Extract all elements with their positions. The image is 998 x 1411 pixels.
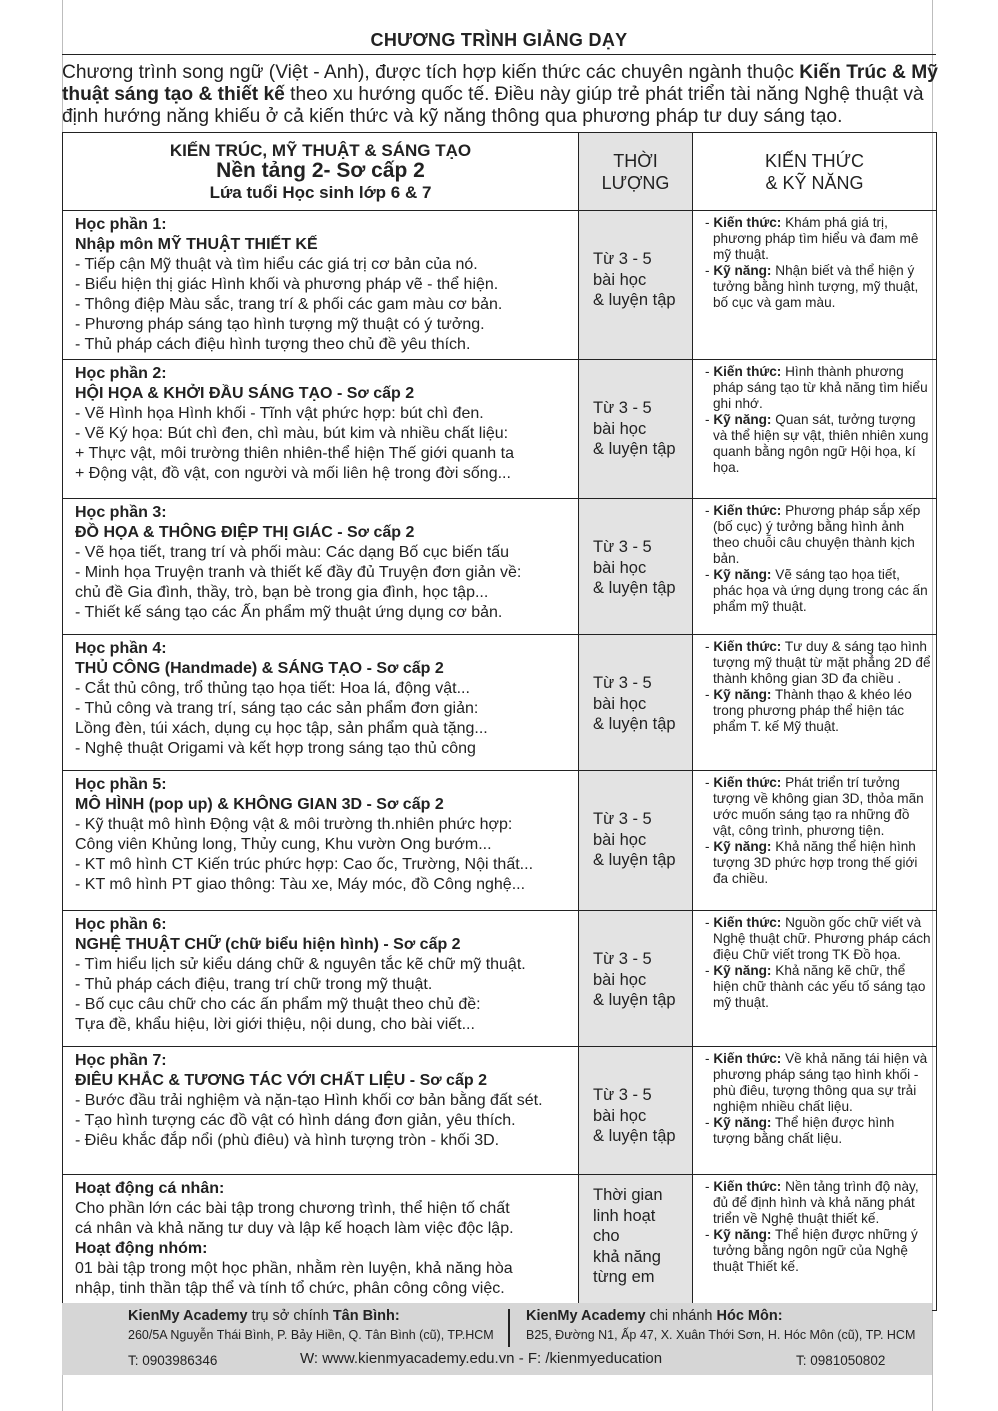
header-knowledge-b: & KỸ NĂNG (765, 172, 864, 193)
duration-line: & luyện tập (593, 991, 676, 1009)
knowledge-desc: Nguồn gốc chữ viết và Nghệ thuật chữ. Phương pháp cách điệu Chữ viết trong TK Đồ họa. (713, 915, 931, 962)
duration-line: & luyện tập (593, 579, 676, 597)
module-title: NGHỆ THUẬT CHỮ (chữ biểu hiện hình) - Sơ cấp 2 (75, 936, 461, 953)
module-item: - Cắt thủ công, trổ thủng tạo họa tiết: Hoa lá, động vật... (75, 680, 470, 697)
intro-paragraph (62, 62, 948, 128)
module-item: - Phương pháp sáng tạo hình tượng mỹ thuật có ý tưởng. (75, 316, 485, 333)
knowledge-desc: Tư duy & sáng tạo hình tượng mỹ thuật từ mặt phẳng 2D để thành không gian 3D đa chiều . (713, 639, 931, 686)
skill-text: - Kỹ năng: Vẽ sáng tạo họa tiết, phác họa và ứng dụng trong các ấn phẩm mỹ thuật. (705, 567, 928, 614)
knowledge-desc: Về khả năng tái hiện và phương pháp sáng tạo hình khối - phù điêu, tượng thông qua sự trải nghiệm nhiều chất liệu. (713, 1051, 928, 1114)
duration-line: bài học (593, 694, 647, 713)
duration-line: bài học (593, 1106, 647, 1125)
skill-text: - Kỹ năng: Thể hiện được hình tượng bằng chất liệu. (705, 1115, 895, 1146)
duration-line: Từ 3 - 5 (593, 1086, 652, 1104)
intro-text-1: Chương trình song ngữ (Việt - Anh), được tích hợp kiến thức các chuyên ngành thuộc (62, 62, 800, 83)
module-number: Học phần 4: (75, 640, 167, 657)
footer-brand: KienMy Academy (128, 1308, 248, 1324)
module-number: Học phần 7: (75, 1052, 167, 1069)
knowledge-label: Kiến thức: (713, 364, 782, 379)
module-title: HỘI HỌA & KHỞI ĐẦU SÁNG TẠO - Sơ cấp 2 (75, 385, 415, 402)
duration-line: Từ 3 - 5 (593, 250, 652, 268)
skill-text: - Kỹ năng: Khả năng thể hiện hình tượng 3D phức hợp trong thế giới đa chiều. (705, 839, 918, 886)
skill-desc: Thể hiện được hình tượng bằng chất liệu. (713, 1115, 895, 1146)
module-item: + Động vật, đồ vật, con người và mối liên hệ trong đời sống... (75, 465, 511, 482)
module-item: - Vẽ Hình họa Hình khối - Tĩnh vật phức hợp: bút chì đen. (75, 405, 484, 422)
header-knowledge (693, 133, 937, 211)
footer-phone-main: T: 0903986346 (128, 1353, 218, 1368)
footer-phone-branch: T: 0981050802 (796, 1353, 886, 1368)
module-title: ĐIÊU KHẮC & TƯƠNG TÁC VỚI CHẤT LIỆU - Sơ cấp 2 (75, 1072, 487, 1089)
header-knowledge-a: KIẾN THỨC (764, 150, 865, 171)
skill-label: Kỹ năng: (713, 1227, 772, 1242)
module-number: Học phần 6: (75, 916, 167, 933)
duration-cell (579, 635, 693, 771)
footer-label: chi nhánh (645, 1308, 717, 1324)
title-rule (62, 54, 936, 55)
duration-line: Từ 3 - 5 (593, 399, 652, 417)
module-item: - Tạo hình tượng các đồ vật có hình dáng đơn giản, yêu thích. (75, 1112, 516, 1129)
header-line1: KIẾN TRÚC, MỸ THUẬT & SÁNG TẠO (169, 141, 472, 160)
skill-label: Kỹ năng: (713, 963, 772, 978)
duration-line: & luyện tập (593, 1127, 676, 1145)
skill-desc: Khả năng kẽ chữ, thể hiện chữ thành các yếu tố sáng tạo mỹ thuật. (713, 963, 926, 1010)
table-header-row (63, 133, 937, 211)
skill-label: Kỹ năng: (713, 263, 772, 278)
module-item: - Thủ công và trang trí, sáng tạo các sản phẩm đơn giản: (75, 700, 479, 717)
header-program (63, 133, 579, 211)
module-cell (63, 499, 579, 635)
table-row (63, 1047, 937, 1175)
duration-line: từng em (593, 1268, 655, 1286)
table-row (63, 499, 937, 635)
knowledge-label: Kiến thức: (713, 775, 782, 790)
duration-line: Từ 3 - 5 (593, 538, 652, 556)
group-activity-text: 01 bài tập trong một học phần, nhằm rèn luyện, khả năng hòa (75, 1260, 513, 1277)
footer-label: trụ sở chính (247, 1308, 333, 1324)
skill-text: - Kỹ năng: Khả năng kẽ chữ, thể hiện chữ thành các yếu tố sáng tạo mỹ thuật. (705, 963, 926, 1010)
knowledge-desc: Phát triển trí tưởng tượng về không gian 3D, thỏa mãn ước muốn sáng tạo ra những đồ vật, công trình, phương tiện. (713, 775, 924, 838)
module-item: - KT mô hình PT giao thông: Tàu xe, Máy móc, đồ Công nghệ... (75, 876, 526, 893)
skill-text: - Kỹ năng: Quan sát, tưởng tượng và thể hiện sự vật, thiên nhiên xung quanh bằng ngôn ngữ Hội họa, kí họa. (705, 412, 929, 475)
duration-line: Từ 3 - 5 (593, 674, 652, 692)
module-title: THỦ CÔNG (Handmade) & SÁNG TẠO - Sơ cấp 2 (75, 660, 444, 677)
module-item: Tựa đề, khẩu hiệu, lời giới thiệu, nội dung, cho bài viết... (75, 1016, 475, 1033)
footer-main-office (128, 1307, 494, 1345)
personal-activity-text: cá nhân và khả năng tư duy và lập kế hoạch làm việc độc lập. (75, 1220, 514, 1237)
knowledge-cell (693, 211, 937, 360)
knowledge-text: - Kiến thức: Phương pháp sắp xếp (bố cục) ý tưởng bằng hình ảnh theo chuỗi câu chuyện thành kịch bản. (705, 503, 921, 566)
skill-desc: Khả năng thể hiện hình tượng 3D phức hợp trong thế giới đa chiều. (713, 839, 918, 886)
duration-line: Thời gian (593, 1186, 663, 1204)
knowledge-text: - Kiến thức: Nguồn gốc chữ viết và Nghệ thuật chữ. Phương pháp cách điệu Chữ viết trong TK Đồ họa. (705, 915, 931, 962)
intro-bold: Kiến Trúc & Mỹ thuật sáng tạo & thiết kế (62, 62, 938, 105)
knowledge-text: - Kiến thức: Tư duy & sáng tạo hình tượng mỹ thuật từ mặt phẳng 2D để thành không gian 3D đa chiều . (705, 639, 931, 686)
duration-line: & luyện tập (593, 291, 676, 309)
knowledge-desc: Nền tảng trình độ này, đủ để định hình và khả năng phát triển về Nghệ thuật thiết kế. (713, 1179, 919, 1226)
group-activity-title: Hoạt động nhóm: (75, 1240, 208, 1257)
table-row (63, 911, 937, 1047)
module-title: Nhập môn MỸ THUẬT THIẾT KẾ (75, 236, 318, 253)
module-item: - Vẽ họa tiết, trang trí và phối màu: Các dạng Bố cục biến tấu (75, 544, 510, 561)
skill-label: Kỹ năng: (713, 839, 772, 854)
footer-place: Hóc Môn: (716, 1308, 783, 1324)
module-item: - Kỹ thuật mô hình Động vật & môi trường th.nhiên phức hợp: (75, 816, 513, 833)
footer (62, 1303, 932, 1375)
duration-cell (579, 1047, 693, 1175)
module-item: - Bố cục câu chữ cho các ấn phẩm mỹ thuật theo chủ đề: (75, 996, 481, 1013)
knowledge-label: Kiến thức: (713, 215, 782, 230)
personal-activity-title: Hoạt động cá nhân: (75, 1180, 225, 1197)
knowledge-text: - Kiến thức: Về khả năng tái hiện và phương pháp sáng tạo hình khối - phù điêu, tượng thông qua sự trải nghiệm nhiều chất liệu. (705, 1051, 928, 1114)
knowledge-label: Kiến thức: (713, 639, 782, 654)
duration-cell (579, 499, 693, 635)
duration-line: cho (593, 1227, 620, 1245)
skill-text: - Kỹ năng: Thể hiện được những ý tưởng bằng ngôn ngữ của Nghệ thuật Thiết kế. (705, 1227, 918, 1274)
duration-cell (579, 211, 693, 360)
skill-desc: Quan sát, tưởng tượng và thể hiện sự vật, thiên nhiên xung quanh bằng ngôn ngữ Hội họa, kí họa. (713, 412, 929, 475)
module-item: - Biểu hiện thị giác Hình khối và phương pháp vẽ - thể hiện. (75, 276, 499, 293)
module-cell (63, 360, 579, 499)
header-line3: Lứa tuổi Học sinh lớp 6 & 7 (209, 183, 432, 202)
duration-line: linh hoạt (593, 1206, 656, 1225)
header-line2: Nền tảng 2- Sơ cấp 2 (216, 159, 425, 182)
duration-cell (579, 360, 693, 499)
knowledge-label: Kiến thức: (713, 1179, 782, 1194)
duration-line: bài học (593, 970, 647, 989)
module-title: MÔ HÌNH (pop up) & KHÔNG GIAN 3D - Sơ cấp 2 (75, 796, 444, 813)
knowledge-cell (693, 635, 937, 771)
footer-divider (508, 1309, 510, 1347)
module-number: Học phần 5: (75, 776, 167, 793)
knowledge-cell (693, 1175, 937, 1311)
skill-label: Kỹ năng: (713, 687, 772, 702)
table-row (63, 360, 937, 499)
knowledge-text: - Kiến thức: Hình thành phương pháp sáng tạo từ khả năng tìm hiểu ghi nhớ. (705, 364, 928, 411)
knowledge-cell (693, 1047, 937, 1175)
personal-activity-text: Cho phần lớn các bài tập trong chương trình, thể hiện tố chất (75, 1200, 510, 1217)
header-duration-b: LƯỢNG (601, 172, 670, 193)
curriculum-table (62, 132, 937, 1311)
module-title: ĐỒ HỌA & THÔNG ĐIỆP THỊ GIÁC - Sơ cấp 2 (75, 524, 415, 541)
header-duration (579, 133, 693, 211)
table-row (63, 771, 937, 911)
footer-address: 260/5A Nguyễn Thái Bình, P. Bảy Hiền, Q. Tân Bình (cũ), TP.HCM (128, 1328, 494, 1342)
module-item: - Thủ pháp cách điệu hình tượng theo chủ đề yêu thích. (75, 336, 471, 353)
group-activity-text: nhập, tinh thần tập thể và tính tổ chức, phân công công việc. (75, 1280, 505, 1297)
module-item: + Thực vật, môi trường thiên nhiên-thể hiện Thế giới quanh ta (75, 445, 514, 462)
footer-place: Tân Bình: (332, 1308, 400, 1324)
duration-line: Từ 3 - 5 (593, 810, 652, 828)
knowledge-label: Kiến thức: (713, 915, 782, 930)
duration-line: bài học (593, 558, 647, 577)
duration-line: bài học (593, 830, 647, 849)
duration-line: bài học (593, 419, 647, 438)
duration-line: khả năng (593, 1247, 661, 1266)
module-item: - Nghệ thuật Origami và kết hợp trong sáng tạo thủ công (75, 740, 476, 757)
module-cell (63, 771, 579, 911)
duration-cell (579, 771, 693, 911)
activities-cell (63, 1175, 579, 1311)
knowledge-label: Kiến thức: (713, 503, 782, 518)
footer-address: B25, Đường N1, Ấp 47, X. Xuân Thới Sơn, H. Hóc Môn (cũ), TP. HCM (526, 1328, 916, 1342)
module-number: Học phần 3: (75, 504, 167, 521)
module-cell (63, 1047, 579, 1175)
module-number: Học phần 2: (75, 365, 167, 382)
skill-label: Kỹ năng: (713, 412, 772, 427)
knowledge-text: - Kiến thức: Phát triển trí tưởng tượng về không gian 3D, thỏa mãn ước muốn sáng tạo ra những đồ vật, công trình, phương tiện. (705, 775, 924, 838)
module-item: - KT mô hình CT Kiến trúc phức hợp: Cao ốc, Trường, Nội thất... (75, 856, 534, 873)
table-row (63, 211, 937, 360)
module-cell (63, 911, 579, 1047)
duration-line: & luyện tập (593, 851, 676, 869)
module-cell (63, 211, 579, 360)
module-item: - Tiếp cận Mỹ thuật và tìm hiểu các giá trị cơ bản của nó. (75, 256, 478, 273)
knowledge-cell (693, 911, 937, 1047)
module-item: - Vẽ Ký họa: Bút chì đen, chì màu, bút kim và nhiều chất liệu: (75, 425, 509, 442)
skill-text: - Kỹ năng: Thành thạo & khéo léo trong phương pháp thể hiện tác phẩm T. kế Mỹ thuật. (705, 687, 912, 734)
skill-desc: Thành thạo & khéo léo trong phương pháp thể hiện tác phẩm T. kế Mỹ thuật. (713, 687, 912, 734)
skill-desc: Thể hiện được những ý tưởng bằng ngôn ngữ của Nghệ thuật Thiết kế. (713, 1227, 918, 1274)
module-item: - Thiết kế sáng tạo các Ấn phẩm mỹ thuật ứng dụng cơ bản. (75, 604, 503, 621)
knowledge-label: Kiến thức: (713, 1051, 782, 1066)
knowledge-text: - Kiến thức: Nền tảng trình độ này, đủ để định hình và khả năng phát triển về Nghệ thuật thiết kế. (705, 1179, 919, 1226)
knowledge-desc: Phương pháp sắp xếp (bố cục) ý tưởng bằng hình ảnh theo chuỗi câu chuyện thành kịch bản. (713, 503, 921, 566)
table-row-activities (63, 1175, 937, 1311)
header-duration-a: THỜI (613, 150, 658, 171)
skill-text: - Kỹ năng: Nhận biết và thể hiện ý tưởng bằng hình tượng, mỹ thuật, bố cục và gam màu. (705, 263, 919, 310)
duration-line: bài học (593, 270, 647, 289)
module-item: Lồng đèn, túi xách, dụng cụ học tập, sản phẩm quà tặng... (75, 720, 488, 737)
skill-desc: Vẽ sáng tạo họa tiết, phác họa và ứng dụng trong các ấn phẩm mỹ thuật. (713, 567, 928, 614)
knowledge-cell (693, 771, 937, 911)
duration-line: Từ 3 - 5 (593, 950, 652, 968)
skill-desc: Nhận biết và thể hiện ý tưởng bằng hình tượng, mỹ thuật, bố cục và gam màu. (713, 263, 919, 310)
table-row (63, 635, 937, 771)
knowledge-cell (693, 499, 937, 635)
duration-cell (579, 911, 693, 1047)
intro-text-2: theo xu hướng quốc tế. Điều này giúp trẻ phát triển tài năng Nghệ thuật và định hướng năng khiếu ở cả kiến thức và kỹ năng thông qua phương pháp tư duy sáng tạo. (62, 84, 924, 127)
knowledge-cell (693, 360, 937, 499)
module-item: - Tìm hiểu lịch sử kiểu dáng chữ & nguyên tắc kẽ chữ mỹ thuật. (75, 956, 526, 973)
footer-brand: KienMy Academy (526, 1308, 646, 1324)
duration-line: & luyện tập (593, 715, 676, 733)
knowledge-text: - Kiến thức: Khám phá giá trị, phương pháp tìm hiểu và đam mê mỹ thuật. (705, 215, 919, 262)
knowledge-desc: Hình thành phương pháp sáng tạo từ khả năng tìm hiểu ghi nhớ. (713, 364, 928, 411)
duration-cell (579, 1175, 693, 1311)
module-item: - Thông điệp Màu sắc, trang trí & phối các gam màu cơ bản. (75, 296, 503, 313)
module-item: - Minh họa Truyện tranh và thiết kế đầy đủ Truyện đơn giản về: (75, 564, 522, 581)
module-item: - Điêu khắc đắp nổi (phù điêu) và hình tượng tròn - khối 3D. (75, 1132, 500, 1149)
module-item: Công viên Khủng long, Thủy cung, Khu vườn Ong bướm... (75, 836, 492, 853)
module-item: - Bước đầu trải nghiệm và nặn-tạo Hình khối cơ bản bằng đất sét. (75, 1092, 543, 1109)
footer-website[interactable]: W: www.kienmyacademy.edu.vn - F: /kienmyeducation (300, 1350, 663, 1367)
module-cell (63, 635, 579, 771)
module-number: Học phần 1: (75, 216, 167, 233)
page-title: CHƯƠNG TRÌNH GIẢNG DẠY (370, 30, 628, 50)
skill-label: Kỹ năng: (713, 567, 772, 582)
module-item: chủ đề Gia đình, thầy, trò, bạn bè trong gia đình, học tập... (75, 584, 489, 601)
footer-branch-office (526, 1307, 915, 1345)
skill-label: Kỹ năng: (713, 1115, 772, 1130)
knowledge-desc: Khám phá giá trị, phương pháp tìm hiểu và đam mê mỹ thuật. (713, 215, 919, 262)
module-item: - Thủ pháp cách điệu, trang trí chữ trong mỹ thuật. (75, 976, 433, 993)
duration-line: & luyện tập (593, 440, 676, 458)
